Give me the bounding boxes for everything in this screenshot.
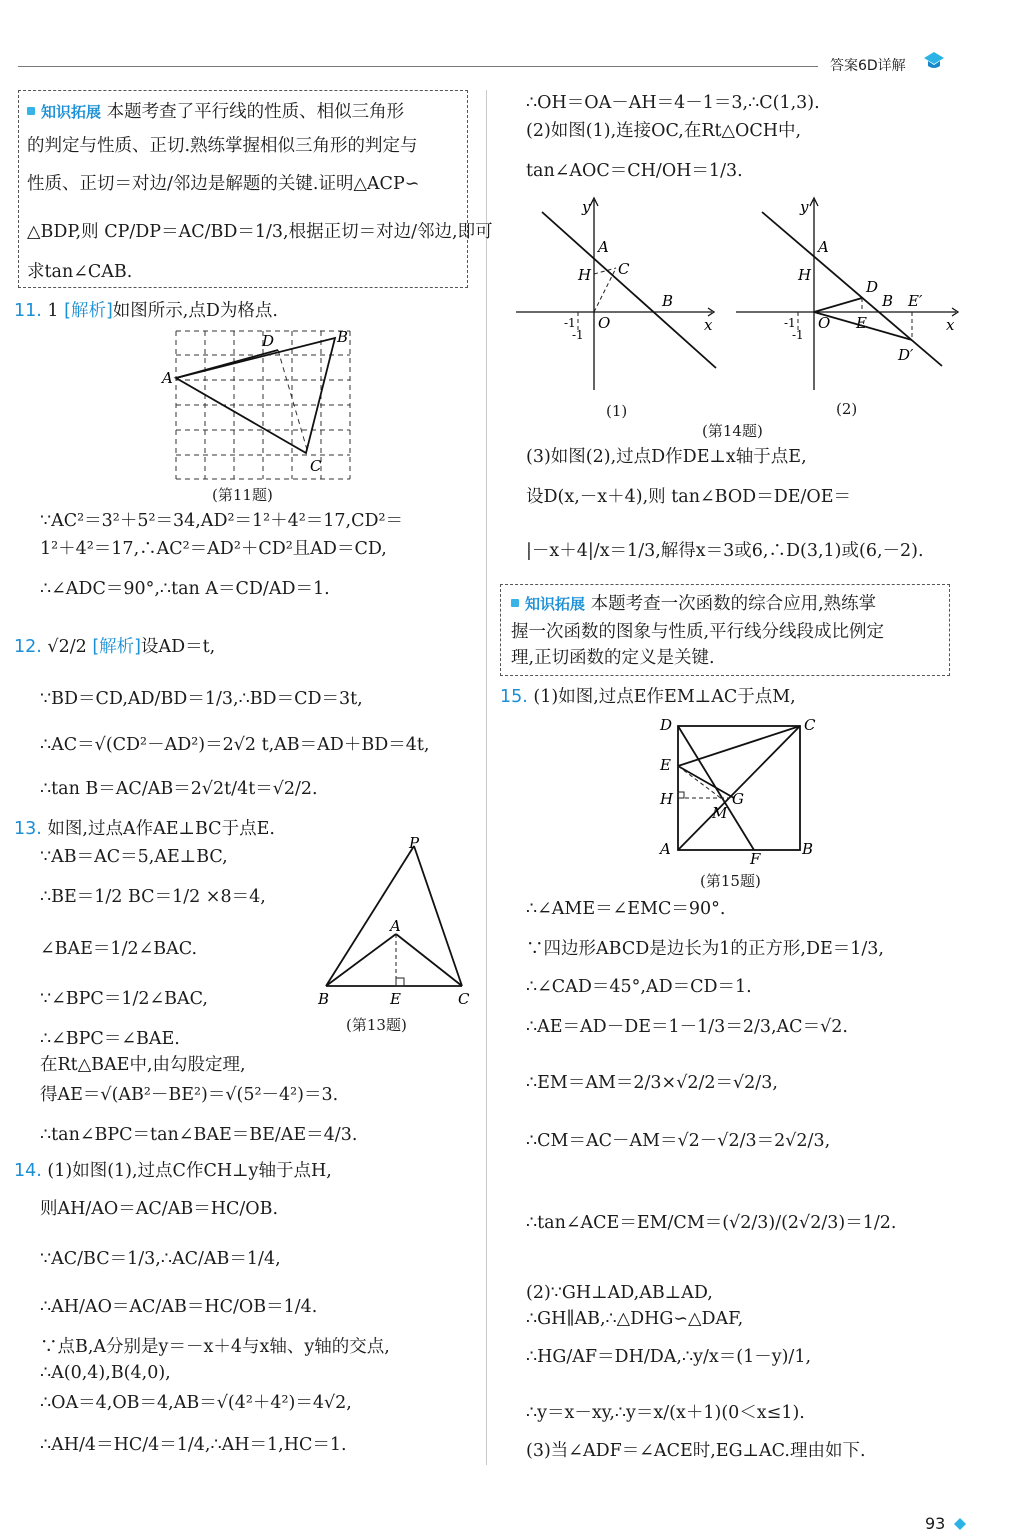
q15-line-4: ∴AE＝AD－DE＝1－1/3＝2/3,AC＝√2.: [526, 1017, 848, 1037]
q15-line-6: ∴CM＝AC－AM＝√2－√2/3＝2√2/3,: [526, 1131, 831, 1151]
q13-line-6: ∴∠BPC＝∠BAE.: [40, 1029, 180, 1049]
page-number: 93: [925, 1514, 946, 1533]
q13-line-9: ∴tan∠BPC＝tan∠BAE＝BE/AE＝4/3.: [40, 1125, 358, 1145]
q14c-line-2: (2)如图(1),连接OC,在Rt△OCH中,: [526, 121, 802, 141]
fig2-label-neg1b: -1: [792, 328, 804, 342]
q15-line-5: ∴EM＝AM＝2/3×√2/2＝√2/3,: [526, 1073, 778, 1093]
q15-line-first: 15. (1)如图,过点E作EM⊥AC于点M,: [500, 687, 796, 707]
box1-line-1: 知识拓展 本题考查了平行线的性质、相似三角形: [27, 101, 404, 123]
q12-line-2: ∴AC＝√(CD²－AD²)＝2√2 t,AB＝AD＋BD＝4t,: [40, 735, 430, 755]
q13-line-3: ∴BE＝1/2 BC＝1/2 ×8＝4,: [40, 887, 266, 907]
q13-line-8: 得AE＝√(AB²－BE²)＝√(5²－4²)＝3.: [40, 1085, 339, 1105]
q14c-line-4: (3)如图(2),过点D作DE⊥x轴于点E,: [526, 447, 807, 467]
q14c-line-3: tan∠AOC＝CH/OH＝1/3.: [526, 161, 743, 181]
q14-line-2: 则AH/AO＝AC/AB＝HC/OB.: [40, 1199, 279, 1219]
fig1-label-a: A: [598, 238, 609, 256]
fig2-label-x: x: [946, 316, 955, 334]
fig1-sublabel: (1): [606, 402, 628, 420]
q11-line-1: ∵AC²＝3²＋5²＝34,AD²＝1²＋4²＝17,CD²＝: [40, 511, 404, 531]
q14-figure-1: [512, 194, 722, 394]
q15-figure: [654, 712, 824, 870]
q11-figure: [158, 326, 358, 486]
q14c-line-1: ∴OH＝OA－AH＝4－1＝3,∴C(1,3).: [526, 93, 820, 113]
q15-label-c: C: [804, 716, 816, 734]
q13-label-a: A: [390, 917, 401, 935]
q11-caption: (第11题): [212, 486, 273, 504]
fig1-label-y: y: [582, 198, 591, 216]
q15-line-2: ∵四边形ABCD是边长为1的正方形,DE＝1/3,: [526, 939, 884, 959]
q15-line-10: ∴HG/AF＝DH/DA,∴y/x＝(1－y)/1,: [526, 1347, 812, 1367]
box1-line-2: 的判定与性质、正切.熟练掌握相似三角形的判定与: [27, 136, 418, 156]
fig2-label-d: D: [866, 278, 879, 296]
q14c-line-6: |－x＋4|/x＝1/3,解得x＝3或6,∴D(3,1)或(6,－2).: [526, 541, 924, 561]
q12-line-3: ∴tan B＝AC/AB＝2√2t/4t＝√2/2.: [40, 779, 318, 799]
fig2-label-h: H: [798, 266, 812, 284]
q15-line-1: ∴∠AME＝∠EMC＝90°.: [526, 899, 726, 919]
fig2-label-neg1a: -1: [784, 316, 796, 330]
q11-line-3: ∴∠ADC＝90°,∴tan A＝CD/AD＝1.: [40, 579, 330, 599]
box2-line-3: 理,正切函数的定义是关键.: [511, 648, 715, 668]
header-title: 答案6D详解: [830, 58, 906, 74]
q13-label-p: P: [409, 836, 420, 852]
q15-caption: (第15题): [700, 872, 761, 890]
q13-line-1: 13. 如图,过点A作AE⊥BC于点E.: [14, 819, 275, 839]
fig2-label-d-prime: D′: [898, 346, 914, 364]
q14-line-5: ∵点B,A分别是y＝－x＋4与x轴、y轴的交点,: [40, 1337, 390, 1357]
q14-line-6: ∴A(0,4),B(4,0),: [40, 1363, 171, 1383]
q15-label-e: E: [660, 756, 671, 774]
q11-line-2: 1²＋4²＝17,∴AC²＝AD²＋CD²且AD＝CD,: [40, 539, 387, 559]
q15-label-m: M: [712, 804, 728, 822]
fig2-sublabel: (2): [836, 400, 858, 418]
fig1-label-b: B: [662, 292, 674, 310]
q15-label-h: H: [660, 790, 674, 808]
fig2-label-e: E: [856, 314, 867, 332]
header-rule: [18, 66, 818, 67]
q13-label-e: E: [390, 990, 401, 1008]
q13-label-c: C: [458, 990, 470, 1008]
q12-header: 12. √2/2 [解析]设AD＝t,: [14, 637, 216, 657]
header-logo-icon: [922, 50, 944, 68]
fig2-label-a: A: [818, 238, 829, 256]
q11-label-a: A: [162, 369, 173, 387]
box2-line-2: 握一次函数的图象与性质,平行线分线段成比例定: [511, 622, 885, 642]
box2-tag: 知识拓展: [511, 595, 585, 613]
q14c-line-5: 设D(x,－x＋4),则 tan∠BOD＝DE/OE＝: [526, 487, 852, 507]
fig2-label-b: B: [882, 292, 894, 310]
q15-line-7: ∴tan∠ACE＝EM/CM＝(√2/3)/(2√2/3)＝1/2.: [526, 1213, 897, 1233]
q14-line-4: ∴AH/AO＝AC/AB＝HC/OB＝1/4.: [40, 1297, 318, 1317]
fig1-label-c: C: [618, 260, 630, 278]
fig2-label-o: O: [818, 314, 831, 332]
box1-tag: 知识拓展: [27, 103, 101, 121]
q15-label-f: F: [750, 850, 761, 868]
q14-caption: (第14题): [702, 422, 763, 440]
q11-label-b: B: [337, 328, 349, 346]
q13-figure: [314, 836, 474, 1008]
box2-line-1: 知识拓展 本题考查一次函数的综合应用,熟练掌: [511, 593, 876, 615]
q15-label-d: D: [660, 716, 673, 734]
q15-line-12: (3)当∠ADF＝∠ACE时,EG⊥AC.理由如下.: [526, 1441, 866, 1461]
q13-line-2: ∵AB＝AC＝5,AE⊥BC,: [40, 847, 228, 867]
column-divider: [486, 90, 487, 1465]
fig2-label-e-prime: E′: [908, 292, 923, 310]
q15-label-g: G: [732, 790, 744, 808]
q15-line-11: ∴y＝x－xy,∴y＝x/(x＋1)(0＜x≤1).: [526, 1403, 805, 1423]
fig2-label-y: y: [800, 198, 809, 216]
q11-label-d: D: [262, 332, 275, 350]
knowledge-box-1: [18, 90, 493, 288]
q15-label-b: B: [802, 840, 814, 858]
box1-line-5: 求tan∠CAB.: [27, 262, 133, 282]
page-arrow-icon: [952, 1516, 968, 1535]
q12-line-1: ∵BD＝CD,AD/BD＝1/3,∴BD＝CD＝3t,: [40, 689, 363, 709]
q15-line-8: (2)∵GH⊥AD,AB⊥AD,: [526, 1283, 713, 1303]
q11-header: 11. 1 [解析]如图所示,点D为格点.: [14, 301, 278, 321]
q14-line-7: ∴OA＝4,OB＝4,AB＝√(4²＋4²)＝4√2,: [40, 1393, 352, 1413]
q14-figure-2: [732, 194, 962, 394]
q14-line-8: ∴AH/4＝HC/4＝1/4,∴AH＝1,HC＝1.: [40, 1435, 347, 1455]
fig1-label-neg1a: -1: [564, 316, 576, 330]
box1-line-3: 性质、正切＝对边/邻边是解题的关键.证明△ACP∽: [27, 174, 420, 194]
q13-line-5: ∵∠BPC＝1/2∠BAC,: [40, 989, 208, 1009]
q13-label-b: B: [318, 990, 330, 1008]
q15-line-9: ∴GH∥AB,∴△DHG∽△DAF,: [526, 1309, 744, 1329]
fig1-label-o: O: [598, 314, 611, 332]
q14-line-3: ∵AC/BC＝1/3,∴AC/AB＝1/4,: [40, 1249, 281, 1269]
knowledge-box-2: [500, 584, 950, 676]
q15-line-3: ∴∠CAD＝45°,AD＝CD＝1.: [526, 977, 752, 997]
q13-caption: (第13题): [346, 1016, 407, 1034]
fig1-label-h: H: [578, 266, 592, 284]
q14-line-1: 14. (1)如图(1),过点C作CH⊥y轴于点H,: [14, 1161, 332, 1181]
q11-label-c: C: [310, 457, 322, 475]
box1-line-4: △BDP,则 CP/DP＝AC/BD＝1/3,根据正切＝对边/邻边,即可: [27, 222, 493, 242]
q13-line-7: 在Rt△BAE中,由勾股定理,: [40, 1055, 246, 1075]
q15-label-a: A: [660, 840, 671, 858]
q13-line-4: ∠BAE＝1/2∠BAC.: [40, 939, 198, 959]
fig1-label-neg1b: -1: [572, 328, 584, 342]
fig1-label-x: x: [704, 316, 713, 334]
